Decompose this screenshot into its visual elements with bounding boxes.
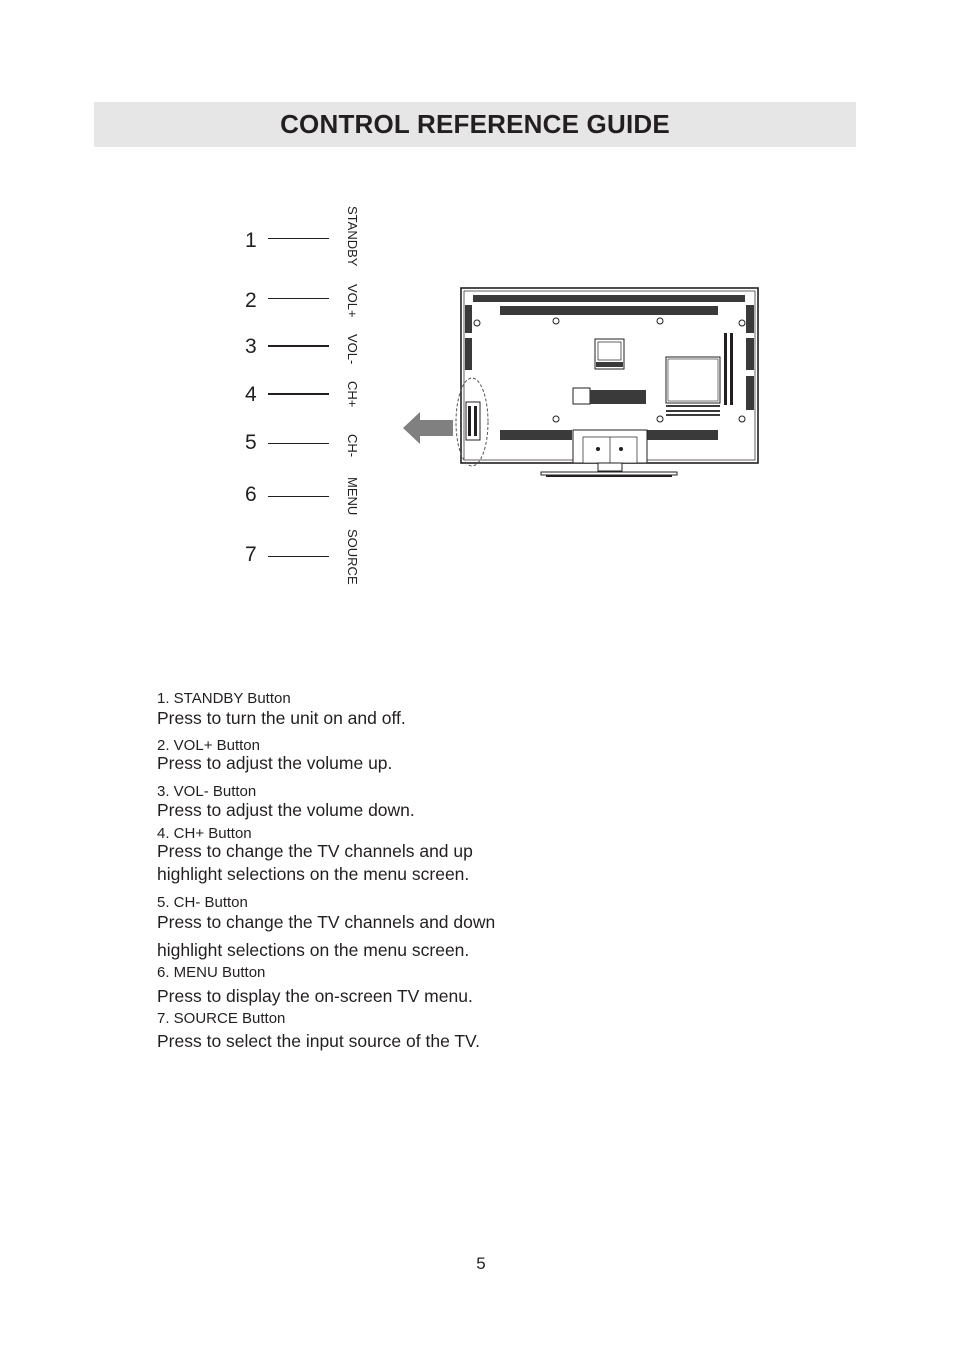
label-ch-minus: CH- — [345, 434, 360, 458]
desc-body-ch-minus-line2: highlight selections on the menu screen. — [157, 940, 470, 960]
page-number: 5 — [476, 1254, 486, 1273]
callout-number-5: 5 — [245, 431, 257, 454]
desc-body-vol-plus: Press to adjust the volume up. — [157, 753, 393, 773]
callout-number-6: 6 — [245, 483, 257, 506]
callout-number-1: 1 — [245, 229, 257, 252]
label-standby: STANDBY — [345, 206, 360, 267]
desc-body-menu: Press to display the on-screen TV menu. — [157, 986, 473, 1006]
callout-number-4: 4 — [245, 383, 257, 406]
desc-body-standby: Press to turn the unit on and off. — [157, 708, 406, 728]
callout-number-3: 3 — [245, 335, 257, 358]
desc-head-menu: 6. MENU Button — [157, 964, 266, 981]
desc-head-ch-plus: 4. CH+ Button — [157, 825, 252, 842]
desc-head-vol-minus: 3. VOL- Button — [157, 783, 257, 800]
desc-body-vol-minus: Press to adjust the volume down. — [157, 800, 415, 820]
label-menu: MENU — [345, 477, 360, 516]
page-title: CONTROL REFERENCE GUIDE — [280, 109, 670, 139]
callout-number-2: 2 — [245, 289, 257, 312]
desc-body-ch-plus-line1: Press to change the TV channels and up — [157, 841, 473, 861]
desc-head-ch-minus: 5. CH- Button — [157, 894, 248, 911]
desc-body-ch-minus-line1: Press to change the TV channels and down — [157, 912, 496, 932]
desc-head-source: 7. SOURCE Button — [157, 1010, 286, 1027]
label-source: SOURCE — [345, 529, 360, 585]
label-ch-plus: CH+ — [345, 381, 360, 408]
desc-head-vol-plus: 2. VOL+ Button — [157, 737, 260, 754]
label-vol-plus: VOL+ — [345, 284, 360, 318]
label-vol-minus: VOL- — [345, 334, 360, 365]
desc-body-source: Press to select the input source of the TV. — [157, 1031, 480, 1051]
desc-head-standby: 1. STANDBY Button — [157, 690, 291, 707]
desc-body-ch-plus-line2: highlight selections on the menu screen. — [157, 864, 470, 884]
callout-number-7: 7 — [245, 543, 257, 566]
direction-arrow-icon — [403, 412, 453, 444]
